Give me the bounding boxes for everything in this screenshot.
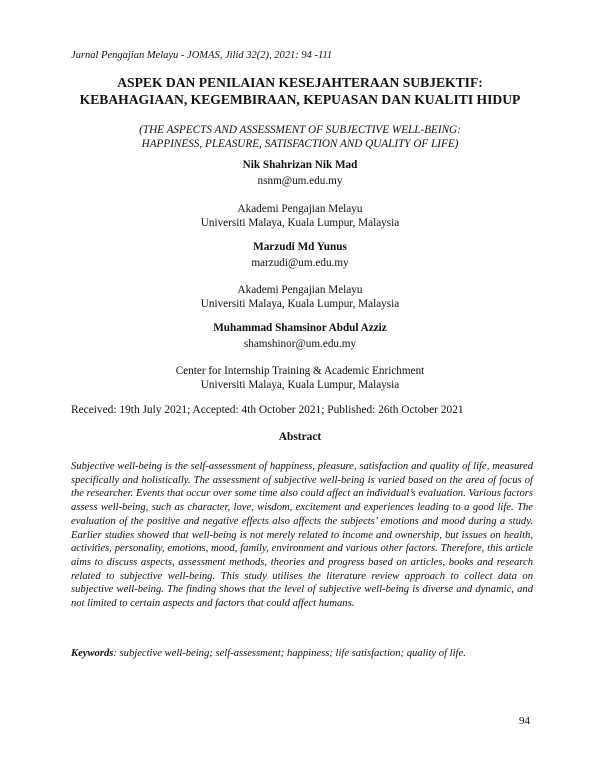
keywords [71, 648, 533, 659]
author-affiliation: Center for Internship Training & Academic Enrichment [175, 365, 425, 377]
journal-header: Jurnal Pengajian Melayu - JOMAS, Jilid 32(2), 2021: 94 -111 [71, 50, 333, 61]
keywords-label: Keywords [71, 648, 114, 659]
author-email: nsnm@um.edu.my [257, 175, 343, 187]
author-name: Muhammad Shamsinor Abdul Azziz [213, 322, 387, 334]
paper-title-line-1: ASPEK DAN PENILAIAN KESEJAHTERAAN SUBJEKTIF: [117, 75, 483, 90]
author-name: Marzudi Md Yunus [253, 241, 347, 253]
author-email: marzudi@um.edu.my [251, 257, 349, 269]
paper-subtitle-line-2: HAPPINESS, PLEASURE, SATISFACTION AND QUALITY OF LIFE) [141, 138, 459, 150]
page-number: 94 [519, 715, 530, 727]
paper-title [60, 74, 540, 108]
paper-subtitle-line-1: (THE ASPECTS AND ASSESSMENT OF SUBJECTIVE WELL-BEING: [139, 124, 461, 136]
paper-title-line-2: KEBAHAGIAAN, KEGEMBIRAAN, KEPUASAN DAN KUALITI HIDUP [79, 92, 521, 107]
author-affiliation-address: Universiti Malaya, Kuala Lumpur, Malaysia [200, 379, 400, 391]
publication-dates: Received: 19th July 2021; Accepted: 4th October 2021; Published: 26th October 2021 [71, 404, 464, 416]
keywords-list: : subjective well-being; self-assessment; happiness; life satisfaction; quality of life. [113, 648, 466, 659]
author-email: shamshinor@um.edu.my [243, 338, 357, 350]
author-affiliation-address: Universiti Malaya, Kuala Lumpur, Malaysia [200, 298, 400, 310]
abstract-text: Subjective well-being is the self-assessment of happiness, pleasure, satisfaction and quality of life, measured specifically and holistically. The assessment of subjective well-being is varied based on the area of focus of the researcher. Events that occur over some time also could affect an individual’s evaluation. Various factors assess well-being, such as character, love, wisdom, excitement and experiences leading to a good life. The evaluation of the positive and negative effects also affects the subjects’ emotions and mood during a study. Earlier studies showed that well-being is not merely related to income and ownership, but issues on health, activities, personality, emotions, mood, family, environment and various other factors. Therefore, this article aims to discuss aspects, assessment methods, theories and progress based on articles, books and research related to subjective well-being. This study utilises the literature review approach to collect data on subjective well-being. The finding shows that the level of subjective well-being is diverse and dynamic, and not limited to certain aspects and factors that could affect humans. [71, 461, 533, 610]
author-affiliation: Akademi Pengajian Melayu [237, 203, 363, 215]
abstract-heading: Abstract [278, 431, 322, 443]
paper-subtitle [60, 123, 540, 151]
author-affiliation-address: Universiti Malaya, Kuala Lumpur, Malaysia [200, 217, 400, 229]
author-name: Nik Shahrizan Nik Mad [242, 159, 358, 171]
author-affiliation: Akademi Pengajian Melayu [237, 284, 363, 296]
